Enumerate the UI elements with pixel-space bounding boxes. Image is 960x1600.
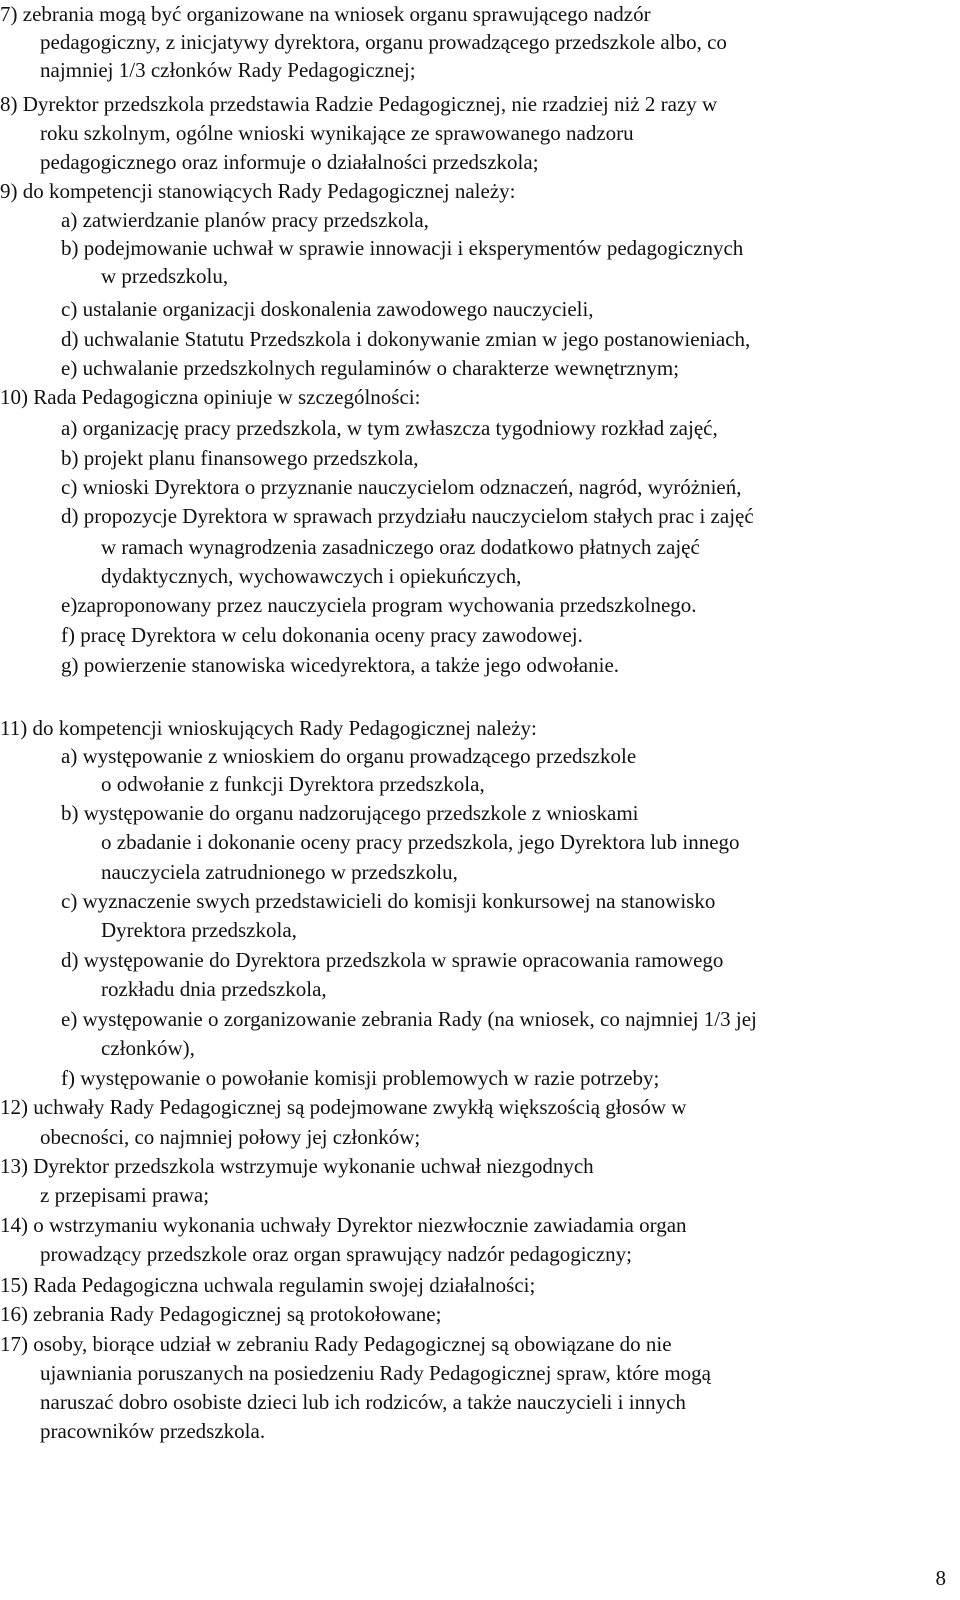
text-line: d) uchwalanie Statutu Przedszkola i dokonywanie zmian w jego postanowieniach, [61,327,751,351]
text-line: nauczyciela zatrudnionego w przedszkolu, [101,860,458,884]
text-line: obecności, co najmniej połowy jej członków; [40,1125,421,1149]
text-line: o odwołanie z funkcji Dyrektora przedszkola, [101,772,485,796]
text-line: f) pracę Dyrektora w celu dokonania oceny pracy zawodowej. [61,623,583,647]
text-line: prowadzący przedszkole oraz organ sprawujący nadzór pedagogiczny; [40,1242,633,1266]
text-line: pedagogiczny, z inicjatywy dyrektora, organu prowadzącego przedszkole albo, co [40,30,727,54]
text-line: b) projekt planu finansowego przedszkola, [61,446,419,470]
text-line: 16) zebrania Rady Pedagogicznej są protokołowane; [0,1302,442,1326]
text-line: 17) osoby, biorące udział w zebraniu Rady Pedagogicznej są obowiązane do nie [0,1332,672,1356]
text-line: a) występowanie z wnioskiem do organu prowadzącego przedszkole [61,744,637,768]
text-line: członków), [101,1036,195,1060]
text-line: o zbadanie i dokonanie oceny pracy przedszkola, jego Dyrektora lub innego [101,830,740,854]
text-line: najmniej 1/3 członków Rady Pedagogicznej; [40,58,416,82]
text-line: 15) Rada Pedagogiczna uchwala regulamin swojej działalności; [0,1273,536,1297]
text-line: Dyrektora przedszkola, [101,918,297,942]
text-line: pracowników przedszkola. [40,1419,266,1443]
page-number: 8 [935,1566,946,1590]
text-line: c) wyznaczenie swych przedstawicieli do komisji konkursowej na stanowisko [61,889,716,913]
text-line: c) ustalanie organizacji doskonalenia zawodowego nauczycieli, [61,297,594,321]
text-line: e)zaproponowany przez nauczyciela program wychowania przedszkolnego. [61,593,697,617]
text-line: d) występowanie do Dyrektora przedszkola w sprawie opracowania ramowego [61,948,724,972]
text-line: 13) Dyrektor przedszkola wstrzymuje wykonanie uchwał niezgodnych [0,1154,594,1178]
text-line: g) powierzenie stanowiska wicedyrektora, a także jego odwołanie. [61,653,620,677]
text-line: naruszać dobro osobiste dzieci lub ich rodziców, a także nauczycieli i innych [40,1390,686,1414]
text-line: d) propozycje Dyrektora w sprawach przydziału nauczycielom stałych prac i zajęć [61,504,754,528]
text-line: z przepisami prawa; [40,1183,210,1207]
text-line: e) występowanie o zorganizowanie zebrania Rady (na wniosek, co najmniej 1/3 jej [61,1007,757,1031]
text-line: e) uchwalanie przedszkolnych regulaminów o charakterze wewnętrznym; [61,356,680,380]
text-line: 7) zebrania mogą być organizowane na wniosek organu sprawującego nadzór [0,2,651,26]
text-line: a) zatwierdzanie planów pracy przedszkola, [61,208,429,232]
text-line: ujawniania poruszanych na posiedzeniu Rady Pedagogicznej spraw, które mogą [40,1361,712,1385]
text-line: w ramach wynagrodzenia zasadniczego oraz dodatkowo płatnych zajęć [101,535,700,559]
text-line: 8) Dyrektor przedszkola przedstawia Radzie Pedagogicznej, nie rzadziej niż 2 razy w [0,92,718,116]
text-line: a) organizację pracy przedszkola, w tym zwłaszcza tygodniowy rozkład zajęć, [61,416,718,440]
text-line: f) występowanie o powołanie komisji problemowych w razie potrzeby; [61,1066,660,1090]
text-line: 9) do kompetencji stanowiących Rady Pedagogicznej należy: [0,179,516,203]
text-line: dydaktycznych, wychowawczych i opiekuńczych, [101,564,522,588]
text-line: 14) o wstrzymaniu wykonania uchwały Dyrektor niezwłocznie zawiadamia organ [0,1213,687,1237]
text-line: 10) Rada Pedagogiczna opiniuje w szczególności: [0,385,421,409]
text-line: pedagogicznego oraz informuje o działalności przedszkola; [40,150,539,174]
text-line: rozkładu dnia przedszkola, [101,977,327,1001]
text-line: w przedszkolu, [101,264,229,288]
text-line: c) wnioski Dyrektora o przyznanie nauczycielom odznaczeń, nagród, wyróżnień, [61,475,742,499]
text-line: 11) do kompetencji wnioskujących Rady Pedagogicznej należy: [0,716,537,740]
text-line: 12) uchwały Rady Pedagogicznej są podejmowane zwykłą większością głosów w [0,1095,687,1119]
text-line: b) podejmowanie uchwał w sprawie innowacji i eksperymentów pedagogicznych [61,236,744,260]
text-line: b) występowanie do organu nadzorującego przedszkole z wnioskami [61,801,639,825]
text-line: roku szkolnym, ogólne wnioski wynikające ze sprawowanego nadzoru [40,121,634,145]
